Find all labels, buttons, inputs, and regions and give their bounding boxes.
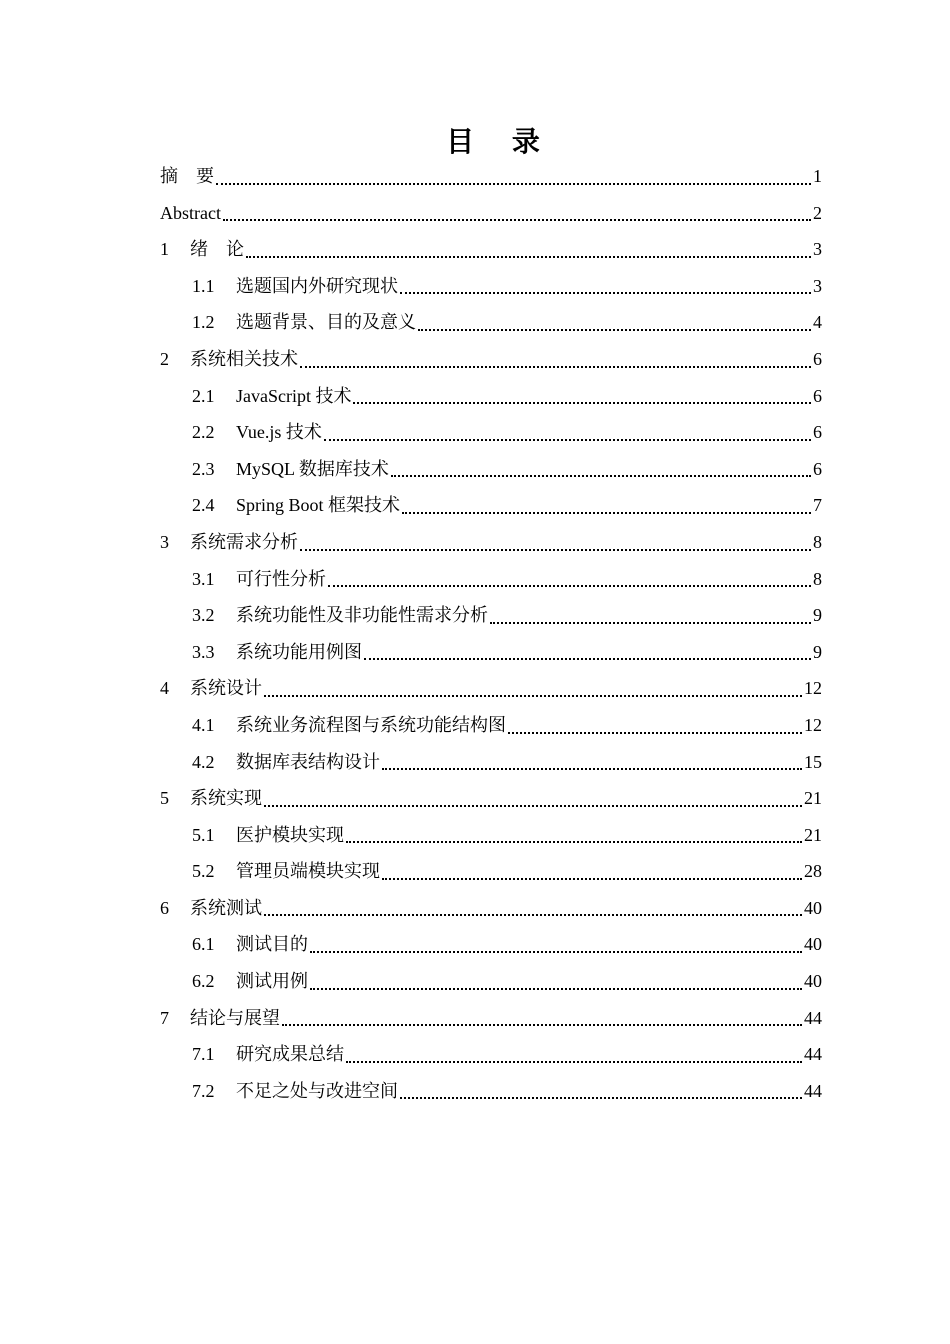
toc-entry[interactable] bbox=[160, 1004, 822, 1041]
toc-entry-number: 3.2 bbox=[192, 605, 215, 626]
toc-entry-label: 结论与展望 bbox=[190, 1007, 280, 1028]
toc-entry-number: 2.1 bbox=[192, 385, 215, 406]
toc-entry-label: 系统实现 bbox=[190, 788, 262, 809]
toc-entry-page-number: 3 bbox=[813, 275, 822, 296]
dot-leader bbox=[490, 622, 811, 624]
toc-entry-page-number: 15 bbox=[804, 751, 822, 772]
toc-entry[interactable] bbox=[160, 857, 822, 894]
dot-leader bbox=[400, 1097, 802, 1099]
toc-entry-page-number: 9 bbox=[813, 605, 822, 626]
dot-leader bbox=[216, 183, 811, 185]
dot-leader bbox=[364, 658, 811, 660]
toc-list bbox=[160, 162, 822, 1113]
toc-entry-label: 研究成果总结 bbox=[236, 1044, 344, 1065]
dot-leader bbox=[346, 841, 802, 843]
dot-leader bbox=[324, 439, 811, 441]
dot-leader bbox=[382, 768, 802, 770]
toc-entry-number: 3.1 bbox=[192, 568, 215, 589]
dot-leader bbox=[264, 695, 802, 697]
toc-entry-page-number: 9 bbox=[813, 641, 822, 662]
toc-entry-number: 6.2 bbox=[192, 971, 215, 992]
toc-entry-number: 2.4 bbox=[192, 495, 215, 516]
dot-leader bbox=[328, 585, 811, 587]
toc-entry-page-number: 40 bbox=[804, 971, 822, 992]
toc-entry[interactable] bbox=[160, 894, 822, 931]
toc-entry-number: 5.1 bbox=[192, 824, 215, 845]
toc-entry-number: 6 bbox=[160, 897, 169, 918]
toc-entry-label: 绪 论 bbox=[190, 239, 244, 260]
toc-entry-page-number: 8 bbox=[813, 568, 822, 589]
toc-entry-page-number: 28 bbox=[804, 861, 822, 882]
toc-entry[interactable] bbox=[160, 674, 822, 711]
toc-entry-number: 1 bbox=[160, 239, 169, 260]
toc-entry-label: JavaScript 技术 bbox=[236, 385, 352, 406]
toc-entry-number: 6.1 bbox=[192, 934, 215, 955]
toc-entry-label: Spring Boot 框架技术 bbox=[236, 495, 401, 516]
toc-entry-page-number: 2 bbox=[813, 202, 822, 223]
toc-entry-label: 系统相关技术 bbox=[190, 348, 298, 369]
toc-title: 目 录 bbox=[446, 125, 554, 158]
toc-entry[interactable] bbox=[160, 748, 822, 785]
toc-entry-number: 7.2 bbox=[192, 1080, 215, 1101]
toc-entry[interactable] bbox=[160, 711, 822, 748]
toc-entry[interactable] bbox=[160, 162, 822, 199]
toc-entry-label: 测试用例 bbox=[236, 971, 308, 992]
toc-entry-number: 5 bbox=[160, 788, 169, 809]
toc-entry-label: 选题国内外研究现状 bbox=[236, 275, 398, 296]
dot-leader bbox=[391, 475, 811, 477]
toc-entry-page-number: 6 bbox=[813, 458, 822, 479]
toc-entry-label: 管理员端模块实现 bbox=[236, 861, 380, 882]
toc-entry-number: 4 bbox=[160, 678, 169, 699]
toc-entry[interactable] bbox=[160, 930, 822, 967]
toc-entry-label: 系统设计 bbox=[190, 678, 262, 699]
toc-entry-page-number: 3 bbox=[813, 239, 822, 260]
toc-entry-page-number: 6 bbox=[813, 385, 822, 406]
toc-entry[interactable] bbox=[160, 638, 822, 675]
dot-leader bbox=[300, 366, 811, 368]
toc-entry-number: 1.2 bbox=[192, 312, 215, 333]
toc-entry-label: 系统功能用例图 bbox=[236, 641, 362, 662]
toc-entry-number: 4.1 bbox=[192, 714, 215, 735]
dot-leader bbox=[246, 256, 811, 258]
toc-entry[interactable] bbox=[160, 491, 822, 528]
toc-entry-number: 2 bbox=[160, 348, 169, 369]
toc-entry-page-number: 12 bbox=[804, 678, 822, 699]
toc-entry-page-number: 6 bbox=[813, 422, 822, 443]
toc-entry[interactable] bbox=[160, 1077, 822, 1114]
toc-entry-number: 3 bbox=[160, 531, 169, 552]
dot-leader bbox=[310, 988, 802, 990]
toc-entry-page-number: 44 bbox=[804, 1007, 822, 1028]
toc-entry-page-number: 21 bbox=[804, 824, 822, 845]
toc-entry[interactable] bbox=[160, 272, 822, 309]
toc-entry-label: 系统功能性及非功能性需求分析 bbox=[236, 605, 488, 626]
dot-leader bbox=[300, 549, 811, 551]
dot-leader bbox=[346, 1061, 802, 1063]
toc-entry[interactable] bbox=[160, 565, 822, 602]
toc-entry[interactable] bbox=[160, 455, 822, 492]
toc-entry-label: 系统业务流程图与系统功能结构图 bbox=[236, 714, 506, 735]
dot-leader bbox=[264, 805, 802, 807]
toc-entry[interactable] bbox=[160, 1040, 822, 1077]
toc-entry-label: Abstract bbox=[160, 202, 221, 223]
toc-entry[interactable] bbox=[160, 821, 822, 858]
dot-leader bbox=[508, 732, 802, 734]
toc-entry-page-number: 6 bbox=[813, 348, 822, 369]
toc-entry[interactable] bbox=[160, 601, 822, 638]
toc-entry-label: MySQL 数据库技术 bbox=[236, 458, 389, 479]
dot-leader bbox=[402, 512, 811, 514]
dot-leader bbox=[353, 402, 811, 404]
toc-entry-label: 摘 要 bbox=[160, 166, 214, 186]
toc-entry-number: 3.3 bbox=[192, 641, 215, 662]
toc-entry-page-number: 44 bbox=[804, 1044, 822, 1065]
toc-entry-page-number: 40 bbox=[804, 897, 822, 918]
dot-leader bbox=[382, 878, 802, 880]
dot-leader bbox=[400, 292, 811, 294]
toc-entry-number: 7 bbox=[160, 1007, 169, 1028]
toc-entry-number: 1.1 bbox=[192, 275, 215, 296]
toc-entry-label: 可行性分析 bbox=[236, 568, 326, 589]
toc-entry-label: 医护模块实现 bbox=[236, 824, 344, 845]
toc-entry-page-number: 4 bbox=[813, 312, 822, 333]
toc-entry-number: 2.2 bbox=[192, 422, 215, 443]
toc-entry[interactable] bbox=[160, 308, 822, 345]
dot-leader bbox=[264, 914, 802, 916]
dot-leader bbox=[310, 951, 802, 953]
toc-entry[interactable] bbox=[160, 235, 822, 272]
dot-leader bbox=[223, 219, 811, 221]
toc-entry[interactable] bbox=[160, 784, 822, 821]
toc-entry-number: 5.2 bbox=[192, 861, 215, 882]
toc-entry-number: 4.2 bbox=[192, 751, 215, 772]
toc-entry-label: 系统测试 bbox=[190, 897, 262, 918]
toc-entry-label: 不足之处与改进空间 bbox=[236, 1080, 398, 1101]
toc-entry[interactable] bbox=[160, 345, 822, 382]
toc-entry[interactable] bbox=[160, 528, 822, 565]
toc-entry[interactable] bbox=[160, 382, 822, 419]
toc-entry-number: 2.3 bbox=[192, 458, 215, 479]
toc-entry-number: 7.1 bbox=[192, 1044, 215, 1065]
toc-entry-page-number: 1 bbox=[813, 166, 822, 186]
toc-entry[interactable] bbox=[160, 199, 822, 236]
toc-entry[interactable] bbox=[160, 967, 822, 1004]
toc-entry-label: 选题背景、目的及意义 bbox=[236, 312, 416, 333]
dot-leader bbox=[282, 1024, 802, 1026]
dot-leader bbox=[418, 329, 811, 331]
toc-entry-page-number: 12 bbox=[804, 714, 822, 735]
toc-entry-page-number: 40 bbox=[804, 934, 822, 955]
toc-entry-label: 数据库表结构设计 bbox=[236, 751, 380, 772]
toc-entry-label: Vue.js 技术 bbox=[236, 422, 322, 443]
toc-entry-page-number: 21 bbox=[804, 788, 822, 809]
toc-entry-label: 系统需求分析 bbox=[190, 531, 298, 552]
toc-entry-page-number: 8 bbox=[813, 531, 822, 552]
toc-entry[interactable] bbox=[160, 418, 822, 455]
toc-entry-page-number: 7 bbox=[813, 495, 822, 516]
toc-entry-label: 测试目的 bbox=[236, 934, 308, 955]
toc-entry-page-number: 44 bbox=[804, 1080, 822, 1101]
